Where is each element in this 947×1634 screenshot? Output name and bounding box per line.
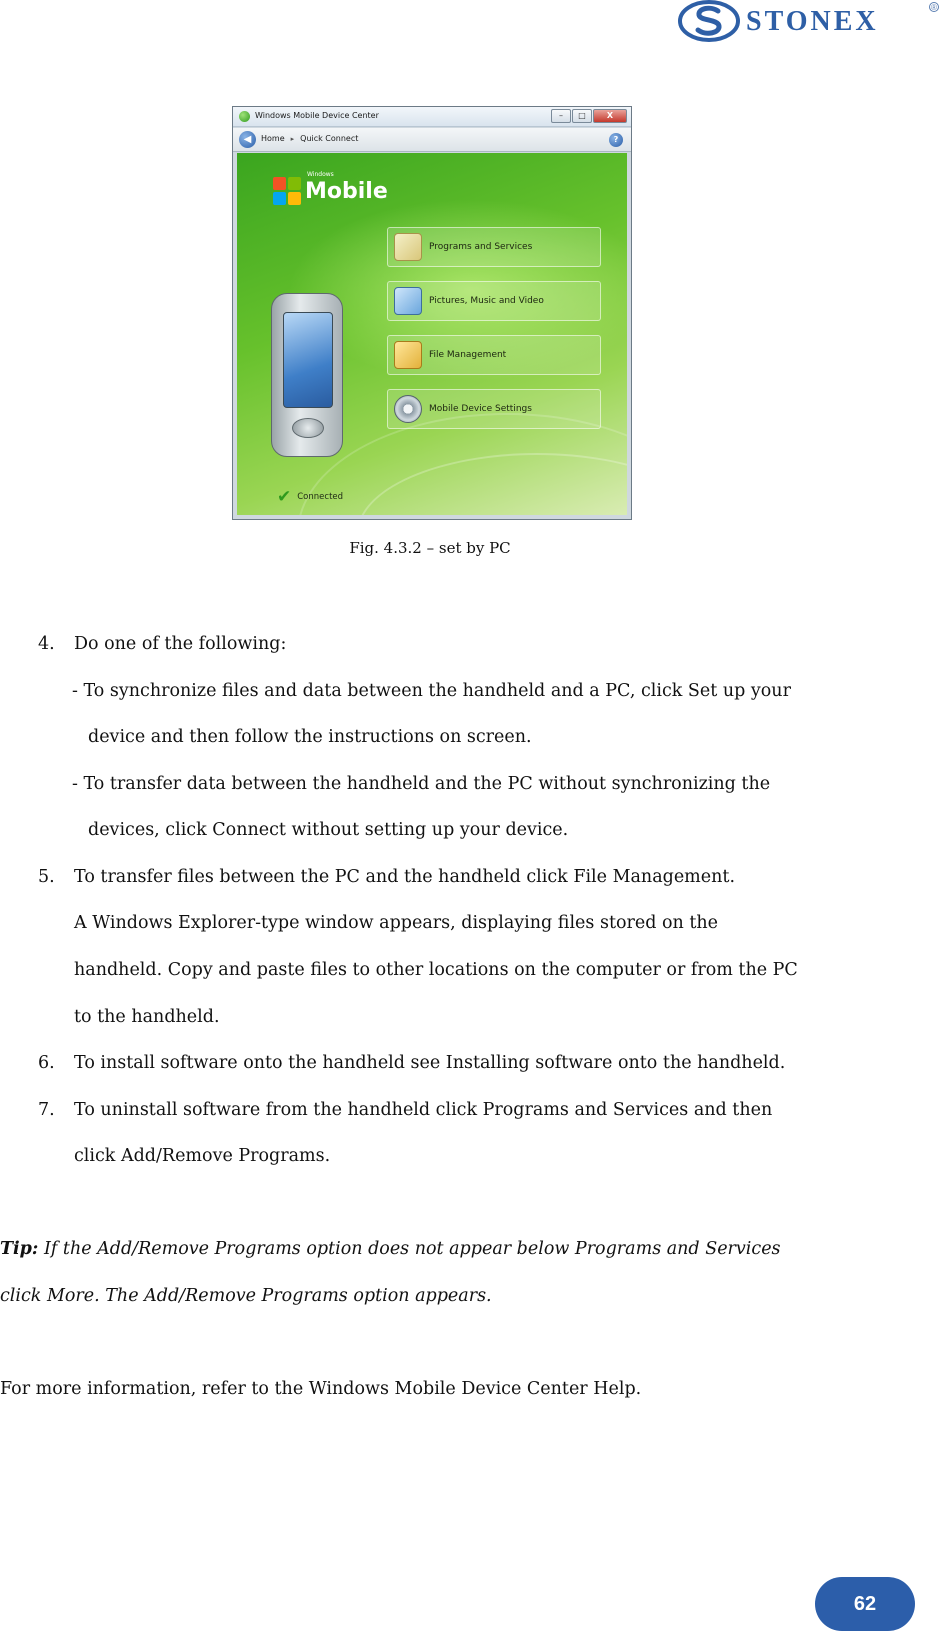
close-button[interactable]: X [593,109,627,123]
tip-line-2: click More. The Add/Remove Programs option appears. [0,1286,492,1306]
step-4-number: 4. [38,634,55,654]
wmdc-screenshot [232,106,632,520]
window-content [237,153,627,515]
step-6-text: To install software onto the handheld see Installing software onto the handheld. [74,1053,786,1073]
menu-item-pictures-music-video[interactable] [387,281,601,321]
minimize-button[interactable]: – [551,109,571,123]
status-text: Connected [297,492,344,502]
device-screen [283,312,333,408]
step-7-line-2: click Add/Remove Programs. [74,1146,331,1166]
check-icon: ✔ [277,487,292,507]
window-controls [551,109,627,123]
tip-text: If the Add/Remove Programs option does not appear below Programs and Services [43,1239,781,1259]
gear-icon [394,395,422,423]
menu-item-label: File Management [429,350,507,360]
step-7-text: To uninstall software from the handheld click Programs and Services and then [74,1100,773,1120]
connection-status [277,487,343,507]
window-titlebar [233,107,631,127]
breadcrumb-quick-connect[interactable]: Quick Connect [300,134,359,143]
back-arrow-icon[interactable]: ◀ [239,131,256,148]
programs-icon [394,233,422,261]
step-5-para-line-2: handheld. Copy and paste files to other locations on the computer or from the PC [74,960,798,980]
step-6-number: 6. [38,1053,55,1073]
help-icon[interactable]: ? [609,133,623,147]
breadcrumb-home[interactable]: Home [261,134,285,143]
page-number-badge: 62 [815,1577,915,1631]
breadcrumb [261,134,358,143]
tip-line-1 [0,1239,781,1259]
step-5-number: 5. [38,867,55,887]
step-5-para-line-1: A Windows Explorer-type window appears, displaying files stored on the [74,913,719,933]
folder-icon [394,341,422,369]
menu-item-label: Mobile Device Settings [429,404,532,414]
menu-item-programs-and-services[interactable] [387,227,601,267]
window-title: Windows Mobile Device Center [255,111,379,120]
logo-windows-text: Windows [307,171,334,178]
step-4-bullet-1-line-2: device and then follow the instructions on screen. [88,727,532,747]
stonex-emblem-icon [678,0,740,42]
menu-item-label: Pictures, Music and Video [429,296,544,306]
handheld-device-icon [271,293,343,457]
step-4-bullet-1-line-1: - To synchronize files and data between the handheld and a PC, click Set up your [72,681,791,701]
step-4-bullet-2-line-1: - To transfer data between the handheld and the PC without synchronizing the [72,774,771,794]
step-5-para-line-3: to the handheld. [74,1007,220,1027]
step-5-text: To transfer files between the PC and the handheld click File Management. [74,867,736,887]
step-4-text: Do one of the following: [74,634,287,654]
stonex-logo [678,0,940,44]
breadcrumb-separator-icon: ▸ [290,134,295,143]
menu-item-mobile-device-settings[interactable] [387,389,601,429]
windows-flag-icon [273,177,303,207]
footer-info-text: For more information, refer to the Windows Mobile Device Center Help. [0,1379,642,1399]
task-menu [387,227,601,443]
maximize-button[interactable]: □ [572,109,592,123]
navigation-bar [233,128,631,152]
figure-caption: Fig. 4.3.2 – set by PC [349,539,511,557]
brand-wordmark: STONEX [746,6,879,37]
menu-item-file-management[interactable] [387,335,601,375]
step-7-number: 7. [38,1100,55,1120]
step-4-bullet-2-line-2: devices, click Connect without setting up your device. [88,820,569,840]
media-icon [394,287,422,315]
menu-item-label: Programs and Services [429,242,533,252]
app-icon [239,111,250,122]
registered-mark: ® [929,2,939,12]
logo-mobile-text: Mobile [305,179,388,204]
tip-label: Tip: [0,1239,39,1259]
device-dpad [292,418,324,438]
